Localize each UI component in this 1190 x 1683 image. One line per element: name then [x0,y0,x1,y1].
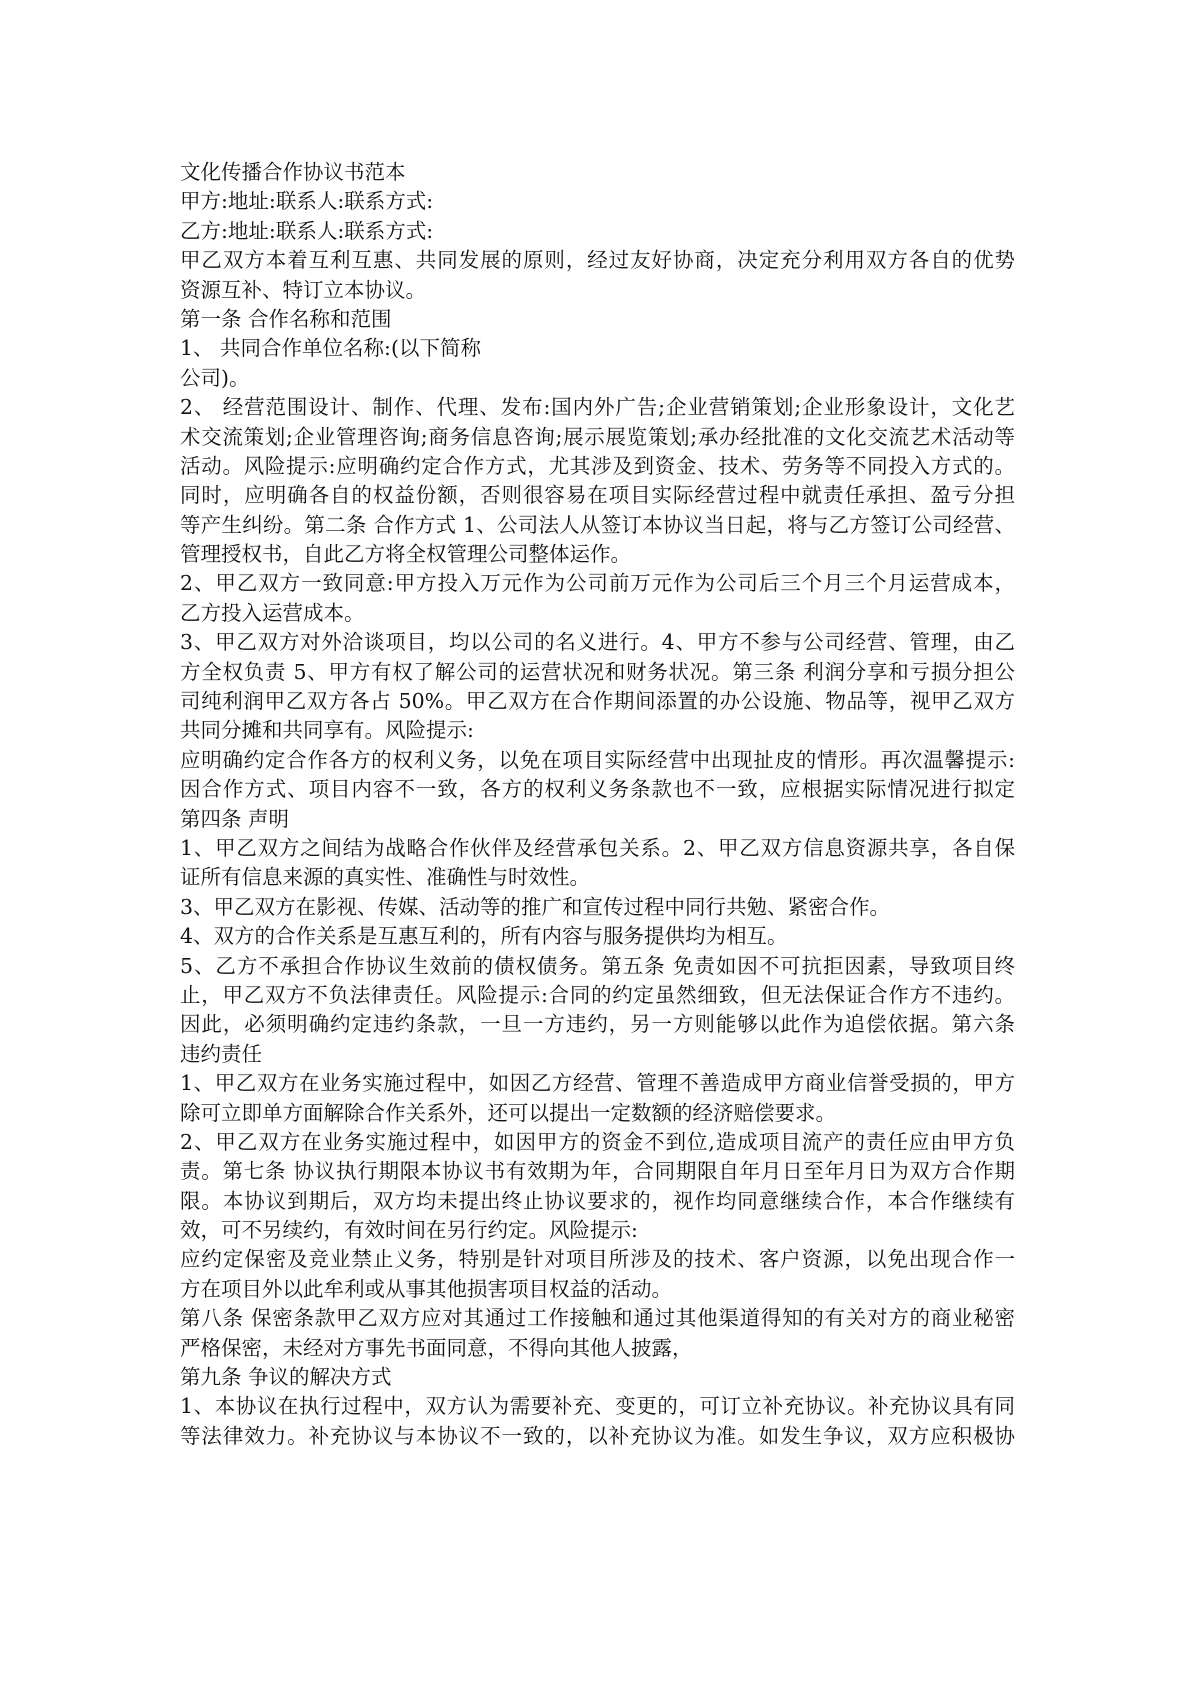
text-line: 1、甲乙双方在业务实施过程中，如因乙方经营、管理不善造成甲方商业信誉受损的，甲方 [180,1071,1015,1096]
text-line: 因此，必须明确约定违约条款，一旦一方违约，另一方则能够以此作为追偿依据。第六条 [180,1012,1015,1037]
text-line: 等产生纠纷。第二条 合作方式 1、公司法人从签订本协议当日起，将与乙方签订公司经营、 [180,512,1015,537]
text-line: 第八条 保密条款甲乙双方应对其通过工作接触和通过其他渠道得知的有关对方的商业秘密 [180,1306,1015,1331]
text-line: 效，可不另续约，有效时间在另行约定。风险提示: [180,1218,638,1243]
text-line: 证所有信息来源的真实性、准确性与时效性。 [180,865,590,890]
text-line: 止，甲乙双方不负法律责任。风险提示:合同的约定虽然细致，但无法保证合作方不违约。 [180,982,1015,1007]
text-line: 1、 共同合作单位名称:(以下简称 [180,336,481,361]
text-line: 司纯利润甲乙双方各占 50%。甲乙双方在合作期间添置的办公设施、物品等，视甲乙双方 [180,689,1015,714]
text-line: 第一条 合作名称和范围 [180,306,392,331]
text-line: 甲乙双方本着互利互惠、共同发展的原则，经过友好协商，决定充分利用双方各自的优势 [180,248,1015,273]
text-line: 3、甲乙双方对外洽谈项目，均以公司的名义进行。4、甲方不参与公司经营、管理，由乙 [180,630,1015,655]
text-line: 2、甲乙双方一致同意:甲方投入万元作为公司前万元作为公司后三个月三个月运营成本， [180,571,1015,596]
text-line: 2、甲乙双方在业务实施过程中，如因甲方的资金不到位,造成项目流产的责任应由甲方负 [180,1129,1015,1154]
document-page [180,158,1015,1451]
text-line: 公司)。 [180,365,250,390]
text-line: 乙方投入运营成本。 [180,600,365,625]
text-line: 5、乙方不承担合作协议生效前的债权债务。第五条 免责如因不可抗拒因素，导致项目终 [180,953,1015,978]
document-title: 文化传播合作协议书范本 [180,160,406,184]
text-line: 等法律效力。补充协议与本协议不一致的，以补充协议为准。如发生争议，双方应积极协 [180,1423,1015,1448]
text-line: 方在项目外以此牟利或从事其他损害项目权益的活动。 [180,1276,672,1301]
text-line: 第九条 争议的解决方式 [180,1365,392,1390]
text-line: 术交流策划;企业管理咨询;商务信息咨询;展示展览策划;承办经批准的文化交流艺术活动等 [180,424,1015,449]
text-line: 方全权负责 5、甲方有权了解公司的运营状况和财务状况。第三条 利润分享和亏损分担公 [180,659,1015,684]
text-line: 应明确约定合作各方的权利义务，以免在项目实际经营中出现扯皮的情形。再次温馨提示: [180,747,1015,772]
text-line: 4、双方的合作关系是互惠互利的，所有内容与服务提供均为相互。 [180,924,788,949]
text-line: 管理授权书，自此乙方将全权管理公司整体运作。 [180,542,631,567]
text-line: 3、甲乙双方在影视、传媒、活动等的推广和宣传过程中同行共勉、紧密合作。 [180,894,891,919]
text-line: 资源互补、特订立本协议。 [180,277,426,302]
text-line: 同时，应明确各自的权益份额，否则很容易在项目实际经营过程中就责任承担、盈亏分担 [180,483,1015,508]
text-line: 限。本协议到期后，双方均未提出终止协议要求的，视作均同意继续合作，本合作继续有 [180,1188,1015,1213]
text-line: 1、本协议在执行过程中，双方认为需要补充、变更的，可订立补充协议。补充协议具有同 [180,1394,1015,1419]
text-line: 甲方:地址:联系人:联系方式: [180,189,434,214]
text-line: 应约定保密及竞业禁止义务，特别是针对项目所涉及的技术、客户资源，以免出现合作一 [180,1247,1015,1272]
text-line: 1、甲乙双方之间结为战略合作伙伴及经营承包关系。2、甲乙双方信息资源共享，各自保 [180,835,1015,860]
text-line: 严格保密，未经对方事先书面同意，不得向其他人披露， [180,1335,693,1360]
text-line: 2、 经营范围设计、制作、代理、发布:国内外广告;企业营销策划;企业形象设计，文化艺 [180,395,1015,420]
text-line: 违约责任 [180,1041,262,1066]
text-line: 除可立即单方面解除合作关系外，还可以提出一定数额的经济赔偿要求。 [180,1100,836,1125]
text-line: 共同分摊和共同享有。风险提示: [180,718,474,743]
text-line: 乙方:地址:联系人:联系方式: [180,218,434,243]
text-line: 责。第七条 协议执行期限本协议书有效期为年，合同期限自年月日至年月日为双方合作期 [180,1159,1015,1184]
text-line: 活动。风险提示:应明确约定合作方式，尤其涉及到资金、技术、劳务等不同投入方式的。 [180,453,1015,478]
text-line: 第四条 声明 [180,806,290,831]
text-line: 因合作方式、项目内容不一致，各方的权利义务条款也不一致，应根据实际情况进行拟定 [180,777,1015,802]
